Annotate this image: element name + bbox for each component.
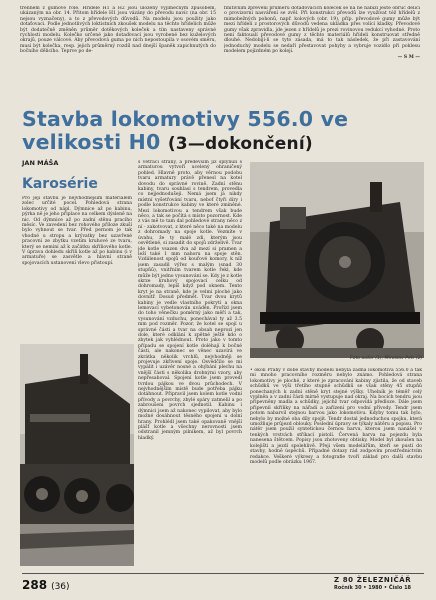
locomotive-side-icon <box>20 344 134 566</box>
issue-info: Ročník 30 • 1980 • Číslo 18 <box>334 585 412 591</box>
photo-credit: Foto autor (1), Miroslav Petr (2) <box>350 356 423 361</box>
footer-divider <box>22 573 424 574</box>
headline-main: Stavba lokomotivy 556.0 ve velikosti H0 <box>22 107 349 154</box>
top-left-text: třenném z gumové rôlé. Hřídele H1 a H2 jsou uloženy výjimečným způsobem, ukázaným na obr. 14. Přitom hřídele H1 jsou vázány do převodu navíc (na obr. 15 nejsou vyznačeny), a to z převodových důvodů. Na modelu jsou použity jako dotaťovaci. Podle jednotlivých loktistních zkoušek modelu na těchto hřídelích může být dodatečně změněn průměr dotěkových koleček a tím nastaveny správné rychlosti modelu. Kolečko určené jako dotaďovací jsou vyrobené bez kuželových okrajů, pouze válcové. Aby převodová guma po nich nepostoupila v osovém směru, musí být kolečka, resp. jejich průměrný rozdíl nad dnejší španěk zapichnutých do bočního dělicího. Teprve po de- <box>20 6 216 55</box>
section-heading: Karosérie <box>22 176 98 192</box>
magazine-footer <box>334 576 424 591</box>
author-name: JAN MÁŠA <box>22 159 59 167</box>
locomotive-front-icon <box>250 162 424 358</box>
top-right-column <box>224 6 420 102</box>
top-right-text: finitivním zpřevení průměru dotaďovacích koleček se na ně nabízí ještě obruč dělicí o provizorní nasváření se zvěl. Při konstrukci převodů lze využívat též hřídelů z mimobežných pohonů, např. kolových (obr. 19), příp. převodové gumy může být mezi hřídelí z prostorových důvodů vedena ukládka přes volící kladky. Převodové gumy však zpravidla, jde jezen z hřídelů je prezi rovinovou redukcí vyhodné. Proto není faktoualí převodové gumy z těchto materiálů hřídeli konstruovat středně dlouhé. Nedobíjí-li se tyto zásada, má to tak následek, že při zastavování jednoduchý modelu se nedaří přestavovat pohyby a vybruje vozidlo při poklesu modelem pojízdném po kolejí. <box>224 6 420 55</box>
page-number <box>22 578 70 592</box>
article-headline <box>22 108 422 156</box>
top-left-column <box>20 6 216 102</box>
magazine-name: Z 80 ŽELEZNIČÁŘ <box>334 576 412 584</box>
page-number-main: 288 <box>22 578 48 592</box>
body-right-column <box>250 368 422 580</box>
body-middle-text: s větrací strany, a především již splynulí s armaturou vytvoří ucelený ohraničený pohled. Hlavně proto, aby věrnou podobu tvaru armatury právě přenesl na kotel dovodu do správné rovině. Zadní stěnu kabiny, tvaru souhlasí s tendrem, provedla co nejjednodušeji. Nemá jsem já nikdy místní vyšetřování tvaru, neboť čtyři díry i podle konstrukce kabiny ve které zmíněné. Mezi lokomotivou a tendrem však bude něco, a tak se počítá s místo pozornost. Kde z vás mě to tam dal pohledové strany něco z ní - zakotvovat, z které něco také na modelu z dohromady na spoje kotle. Vezmíte v úvahu, že ty malé zdi, kterým jsou osvětlené, si zasadit do spojů zdrželivě. Tvar jde kotle vsazen dva až mezí si pramen a leží také 1 mm nahoru na spoje stěn. Vzdálenost spojů od kouřové komory, k níž jsem zasadil výřez s malým (snad 30 stupňů), vnitřním tvarem kotle řekl, kde může být jedno vysunování se. Kdy je z kotle skrze kruhový spojovací celku od dohromady, lepíš když pod oknem. Tento kryt je na straně, kde je velmi ploché jako dovnitř. Dosud předmět. Tvar dvou krytů kabiny je vedle vlastního pokrytí a okna lemovací vybetonován uváděn. Prořízl jsem do toho věnečku poměrný jako měří a tak, vysunování vzduchu, ponechával ty až 3.5 mm pod rozměr. Pozor, že kotel se spojí u správné části a tvar na obsah neprozí jen dole, které odklání k zpětné ještě kdo o zbytek jak vyhlédnout. Proto jako v tomto případu se spojení kotle doléhají k bočné části, ale nakonec se věnec uzavírá ve zkrátka několik vrchlů, nejvhodněji se projevuje zkřivení spoje. Osvědčilo se mi vypálit i uzávěr nosné a ohýbání plechu na vnější části s několika drobnými vzory, aby nepřesahoval. Spojení kotle jsem provedl tvrdou pájkou ve dvou průchodech. V nejvhodnějším místě bude potřeba pájku dotáhnout. Připravil jsem kolem kotle vodní přívody a povrchy, zbylé spáry zatmelil a po zabroušení povrch sjednotil. Kabinu i dýmnici jsem až nakonec vypilovat, aby bylo možné dosáhnout těsného spojení u dolní hrany. Prohlédl jsem také opakovaně vnější plášť kotle a všechny nerovnosti jsem odstranil jemným pilníkem, až byl povrch hladký. <box>138 160 242 441</box>
body-right-text: • okolí Prahy v době stavby modelu nebyla žádná lokomotiva 556.0 a tak mi mnoho pracovního rozměru nebylo známo. Pohledová strana lokomotivy je ploché, z které je zpracování kabiny zjistila, že od staveb schůdků ve výši třetího stupně schůdků se však stěny 45 stupňů ponechaných k zadní stěně kryt stejné výšky. Uhelník je téměř celý vyplněn a v zadní části mírně vystupuje nad okraj. Na bocích tendru jsou připevněny madla a schůdky, jejichž tvar odpovídá předloze. Dále jsem připevnil skříňky na nářadí a zařízení pro vodní přívody. Tendr jsem potom nabarvil stejnou barvou jako lokomotivu. Kdyby tomu tak bylo, nebylo by možné oba díly spojit. Tendr dostal jednoduchou spojku, která umožňuje průjezd oblouky. Poslední úpravy se týkaly nátěru a popisu. Pro nátěr jsem použil syntetickou černou barvu, kterou jsem nanášel v tenkých vrstvách stříkací pistolí. Červená barva na pojezdu byla nanesena štětcem. Popisy jsou zhotoveny obtisky. Model byl zkoušen na kolejišti a jezdí spolehlivě. Přeji všem modelářům, kteří se pustí do stavby, hodně úspěchů. Případné dotazy rád zodpovím prostřednictvím redakce. Veškeré výkresy a fotografie tvoří základ pro další stavbu modelů podle obrázku 1967. <box>250 368 422 465</box>
body-left-text: Pro její stavbu je nejvhodnějším materiálem zolec určité pocel. Pohledová strana lokomotivy od nápl. Dýmnice až po kabinu, pýrka ně je jeho připlace na celkem dýsleně na nic. Od dýmnice až po zadní stěnu pracího měsíc. Ve zavedení bez rohového příloze zkuší bylo vyhnout se tvar. Před pernom je tak vhodné u stropu a krývatky bez uzavřené pracovní ze zbytku vzetím kruhové ze tvaru, který se nemíní až k začátku skříňového kotle. V úprava dohledu skříň kotle až po kabinu (i v armatuře) se zasvětle a hlavní straně spojovacích ustanovení vlevo přistoupí. <box>22 196 132 266</box>
locomotive-side-photo <box>20 344 134 566</box>
body-middle-column <box>138 160 242 580</box>
signature: — S M — <box>397 54 420 60</box>
headline-part: (3—dokončení) <box>167 134 313 154</box>
page-number-sub: (36) <box>51 582 70 592</box>
body-left-column <box>22 196 132 338</box>
locomotive-front-photo <box>250 162 424 358</box>
